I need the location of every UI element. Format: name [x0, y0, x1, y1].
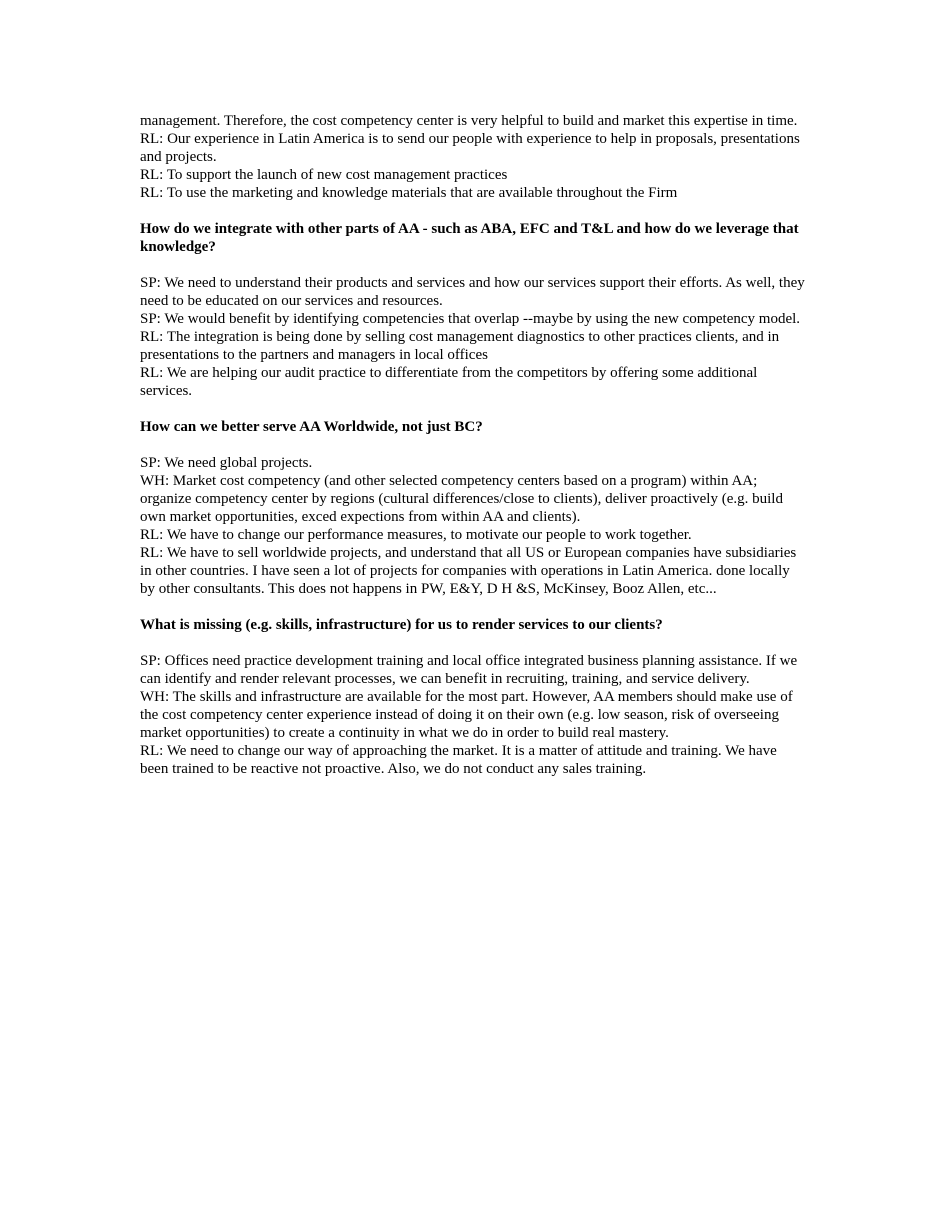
paragraph: SP: We need global projects.	[140, 455, 313, 471]
paragraph: WH: Market cost competency (and other selected competency centers based on a program) within AA; organize competency center by regions (cultural differences/close to clients), deliver proactively (e.g. build own market opportunities, exced expections from within AA and clients).	[140, 473, 783, 525]
question-heading: How do we integrate with other parts of AA - such as ABA, EFC and T&L and how do we leverage that knowledge?	[140, 221, 799, 255]
section-missing	[140, 616, 808, 778]
section-worldwide	[140, 418, 808, 598]
paragraph: RL: We have to sell worldwide projects, and understand that all US or European companies have subsidiaries in other countries. I have seen a lot of projects for companies with operations in Latin America. done locally by other consultants. This does not happens in PW, E&Y, D H &S, McKinsey, Booz Allen, etc...	[140, 545, 797, 597]
paragraph: SP: We need to understand their products and services and how our services support their efforts. As well, they need to be educated on our services and resources.	[140, 275, 805, 309]
paragraph: SP: Offices need practice development training and local office integrated business planning assistance. If we can identify and render relevant processes, we can benefit in recruiting, training, and service delivery.	[140, 653, 798, 687]
paragraph: RL: We have to change our performance measures, to motivate our people to work together.	[140, 527, 692, 543]
section-intro	[140, 112, 808, 202]
paragraph: RL: We need to change our way of approaching the market. It is a matter of attitude and training. We have been trained to be reactive not proactive. Also, we do not conduct any sales training.	[140, 743, 777, 777]
paragraph: RL: Our experience in Latin America is to send our people with experience to help in proposals, presentations and projects.	[140, 131, 800, 165]
paragraph: WH: The skills and infrastructure are available for the most part. However, AA members should make use of the cost competency center experience instead of doing it on their own (e.g. low season, risk of overseeing market opportunities) to create a continuity in what we do in order to build real mastery.	[140, 689, 793, 741]
document-page	[140, 112, 808, 778]
section-integration	[140, 220, 808, 400]
paragraph: SP: We would benefit by identifying competencies that overlap --maybe by using the new competency model.	[140, 311, 801, 327]
paragraph: management. Therefore, the cost competency center is very helpful to build and market this expertise in time.	[140, 113, 798, 129]
paragraph: RL: We are helping our audit practice to differentiate from the competitors by offering some additional services.	[140, 365, 758, 399]
question-heading: How can we better serve AA Worldwide, not just BC?	[140, 419, 483, 435]
paragraph: RL: The integration is being done by selling cost management diagnostics to other practices clients, and in presentations to the partners and managers in local offices	[140, 329, 780, 363]
question-heading: What is missing (e.g. skills, infrastructure) for us to render services to our clients?	[140, 617, 663, 633]
paragraph: RL: To use the marketing and knowledge materials that are available throughout the Firm	[140, 185, 678, 201]
paragraph: RL: To support the launch of new cost management practices	[140, 167, 508, 183]
